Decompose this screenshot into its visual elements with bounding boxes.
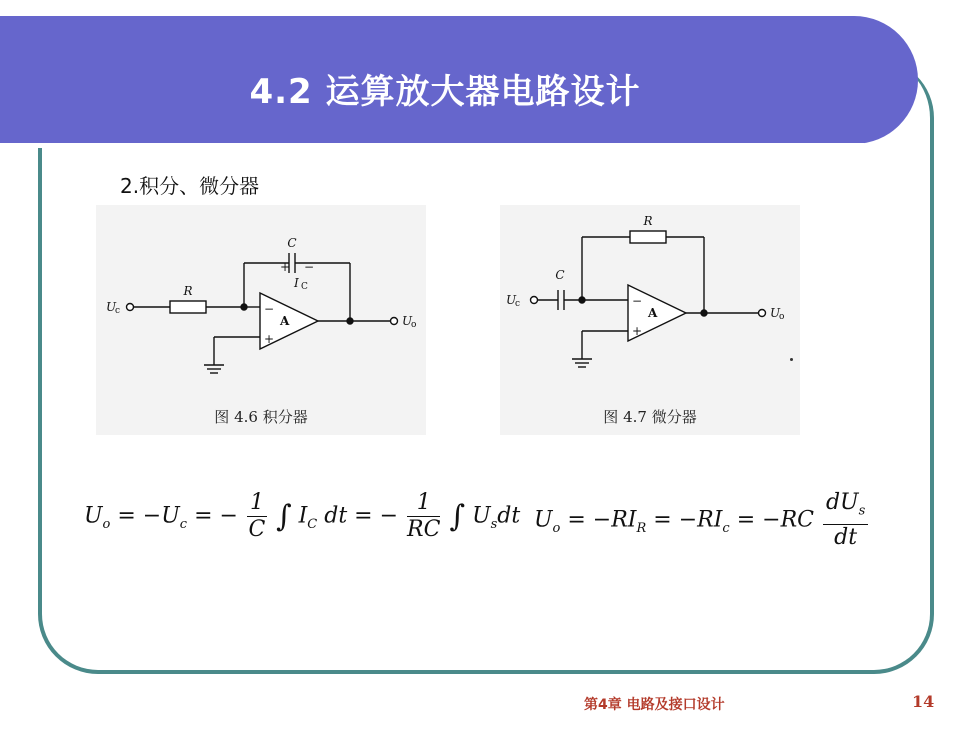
eq-sub: s [858, 503, 866, 519]
eq-sub: c [722, 521, 730, 537]
input-voltage-label: U [106, 300, 117, 314]
opamp-minus: − [264, 302, 275, 316]
differentiator-figure [500, 205, 800, 435]
opamp-label: A [280, 314, 290, 328]
eq-term: dt [497, 503, 521, 529]
opamp-plus: + [632, 324, 643, 338]
fraction [407, 490, 440, 543]
stray-dot [790, 358, 793, 361]
denominator: RC [407, 517, 441, 542]
numerator: 1 [247, 490, 267, 517]
output-voltage-sub: o [779, 312, 785, 322]
eq-term: dt = − [324, 503, 399, 529]
opamp-minus: − [632, 294, 643, 308]
numerator [823, 490, 868, 525]
resistor-label: R [183, 284, 193, 298]
capacitor-label: C [287, 236, 297, 250]
title-bar [0, 16, 918, 144]
capacitor-label: C [555, 268, 565, 282]
cap-plus-sign: + [280, 260, 291, 274]
title-rule [0, 143, 864, 148]
eq-term: = −RI [653, 507, 723, 533]
eq-sub: R [636, 521, 647, 537]
figure1-caption: 图 4.6 积分器 [214, 408, 308, 426]
eq-term: dU [825, 490, 859, 515]
integrator-schematic [96, 205, 426, 405]
eq-term: = −RC [736, 507, 814, 533]
eq-sub: o [102, 516, 111, 532]
numerator: 1 [407, 490, 440, 517]
differentiator-schematic [500, 205, 800, 405]
eq-term: = −U [117, 503, 180, 529]
eq-sub: c [179, 516, 188, 532]
output-voltage-label: U [402, 314, 413, 328]
fraction [247, 490, 267, 543]
denominator: C [248, 517, 266, 542]
eq-term: U [534, 507, 553, 533]
page-number: 14 [912, 692, 935, 711]
output-voltage-sub: o [411, 320, 417, 330]
eq-term: = − [194, 503, 238, 529]
slide-title: 4.2 运算放大器电路设计 [249, 72, 641, 112]
eq-term: = −RI [567, 507, 637, 533]
integral-sign: ∫ [275, 499, 292, 534]
fraction [823, 490, 868, 551]
input-voltage-sub: c [115, 306, 121, 316]
eq-term: U [472, 503, 491, 529]
cap-minus-sign: − [304, 260, 315, 274]
resistor-label: R [643, 214, 653, 228]
input-voltage-label: U [506, 293, 517, 307]
integrator-figure [96, 205, 426, 435]
current-label-sub: C [301, 282, 308, 292]
denominator: dt [834, 525, 858, 551]
opamp-plus: + [264, 332, 275, 346]
footer-chapter: 第4章 电路及接口设计 [584, 697, 725, 713]
input-voltage-sub: c [515, 299, 521, 309]
eq-term: I [298, 503, 308, 529]
eq-term: U [84, 503, 103, 529]
eq-sub: C [307, 516, 318, 532]
figure2-caption: 图 4.7 微分器 [603, 408, 697, 426]
current-label: I [294, 276, 299, 290]
opamp-label: A [648, 306, 658, 320]
section-subtitle: 2.积分、微分器 [120, 174, 260, 198]
differentiator-equation [534, 490, 870, 551]
eq-sub: o [552, 521, 561, 537]
output-voltage-label: U [770, 306, 781, 320]
integral-sign: ∫ [449, 499, 466, 534]
integrator-equation [84, 490, 520, 543]
eq-sub: s [490, 516, 498, 532]
